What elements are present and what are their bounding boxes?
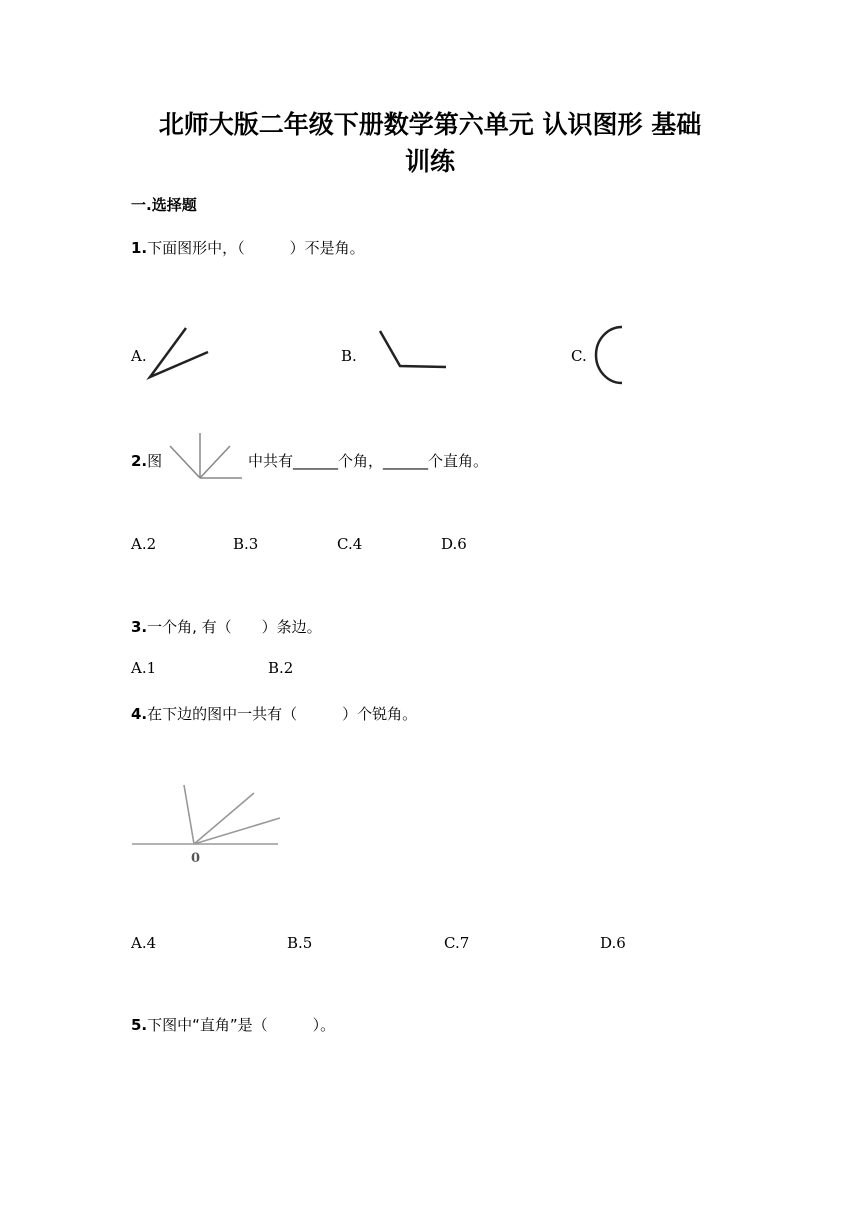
- page-title-line-2: 训练: [404, 147, 455, 176]
- question-1-option-b: B.: [341, 347, 357, 365]
- angles-fan-figure: [166, 432, 246, 482]
- acute-angles-figure: [132, 783, 282, 848]
- question-1: [131, 237, 365, 258]
- question-5-text: 下图中“直角”是（ ）。: [147, 1016, 336, 1034]
- question-3-option-b: B.2: [268, 659, 294, 677]
- question-4-number: 4.: [131, 705, 148, 723]
- question-2-prefix: [131, 450, 162, 471]
- obtuse-angle-figure: [376, 328, 450, 370]
- question-4-option-b: B.5: [287, 934, 313, 952]
- question-2-prefix-text: 图: [147, 452, 163, 470]
- question-1-text: 下面图形中，（ ）不是角。: [147, 239, 365, 257]
- arc-figure: [588, 323, 628, 387]
- page-title-line-1: 北师大版二年级下册数学第六单元 认识图形 基础: [158, 110, 702, 139]
- question-2-option-b: B.3: [233, 535, 259, 553]
- question-4-option-a: A.4: [131, 934, 157, 952]
- question-3-text: 一个角, 有（ ）条边。: [147, 618, 322, 636]
- acute-angle-figure: [146, 325, 212, 381]
- question-2-number: 2.: [131, 452, 148, 470]
- question-4: [131, 703, 417, 724]
- question-4-text: 在下边的图中一共有（ ）个锐角。: [147, 705, 418, 723]
- question-4-option-c: C.7: [444, 934, 470, 952]
- question-5-number: 5.: [131, 1016, 148, 1034]
- question-2-option-d: D.6: [441, 535, 467, 553]
- question-5: [131, 1014, 335, 1035]
- section-heading: 一.选择题: [131, 196, 197, 214]
- question-3-number: 3.: [131, 618, 148, 636]
- question-1-option-a: A.: [131, 347, 147, 365]
- question-2-text: 中共有______个角，______个直角。: [248, 452, 489, 470]
- question-2-option-c: C.4: [337, 535, 363, 553]
- question-1-option-c: C.: [571, 347, 587, 365]
- vertex-label: 0: [191, 851, 201, 866]
- question-4-option-d: D.6: [600, 934, 626, 952]
- question-2-option-a: A.2: [131, 535, 157, 553]
- question-3-option-a: A.1: [131, 659, 157, 677]
- question-3: [131, 616, 322, 637]
- question-1-number: 1.: [131, 239, 148, 257]
